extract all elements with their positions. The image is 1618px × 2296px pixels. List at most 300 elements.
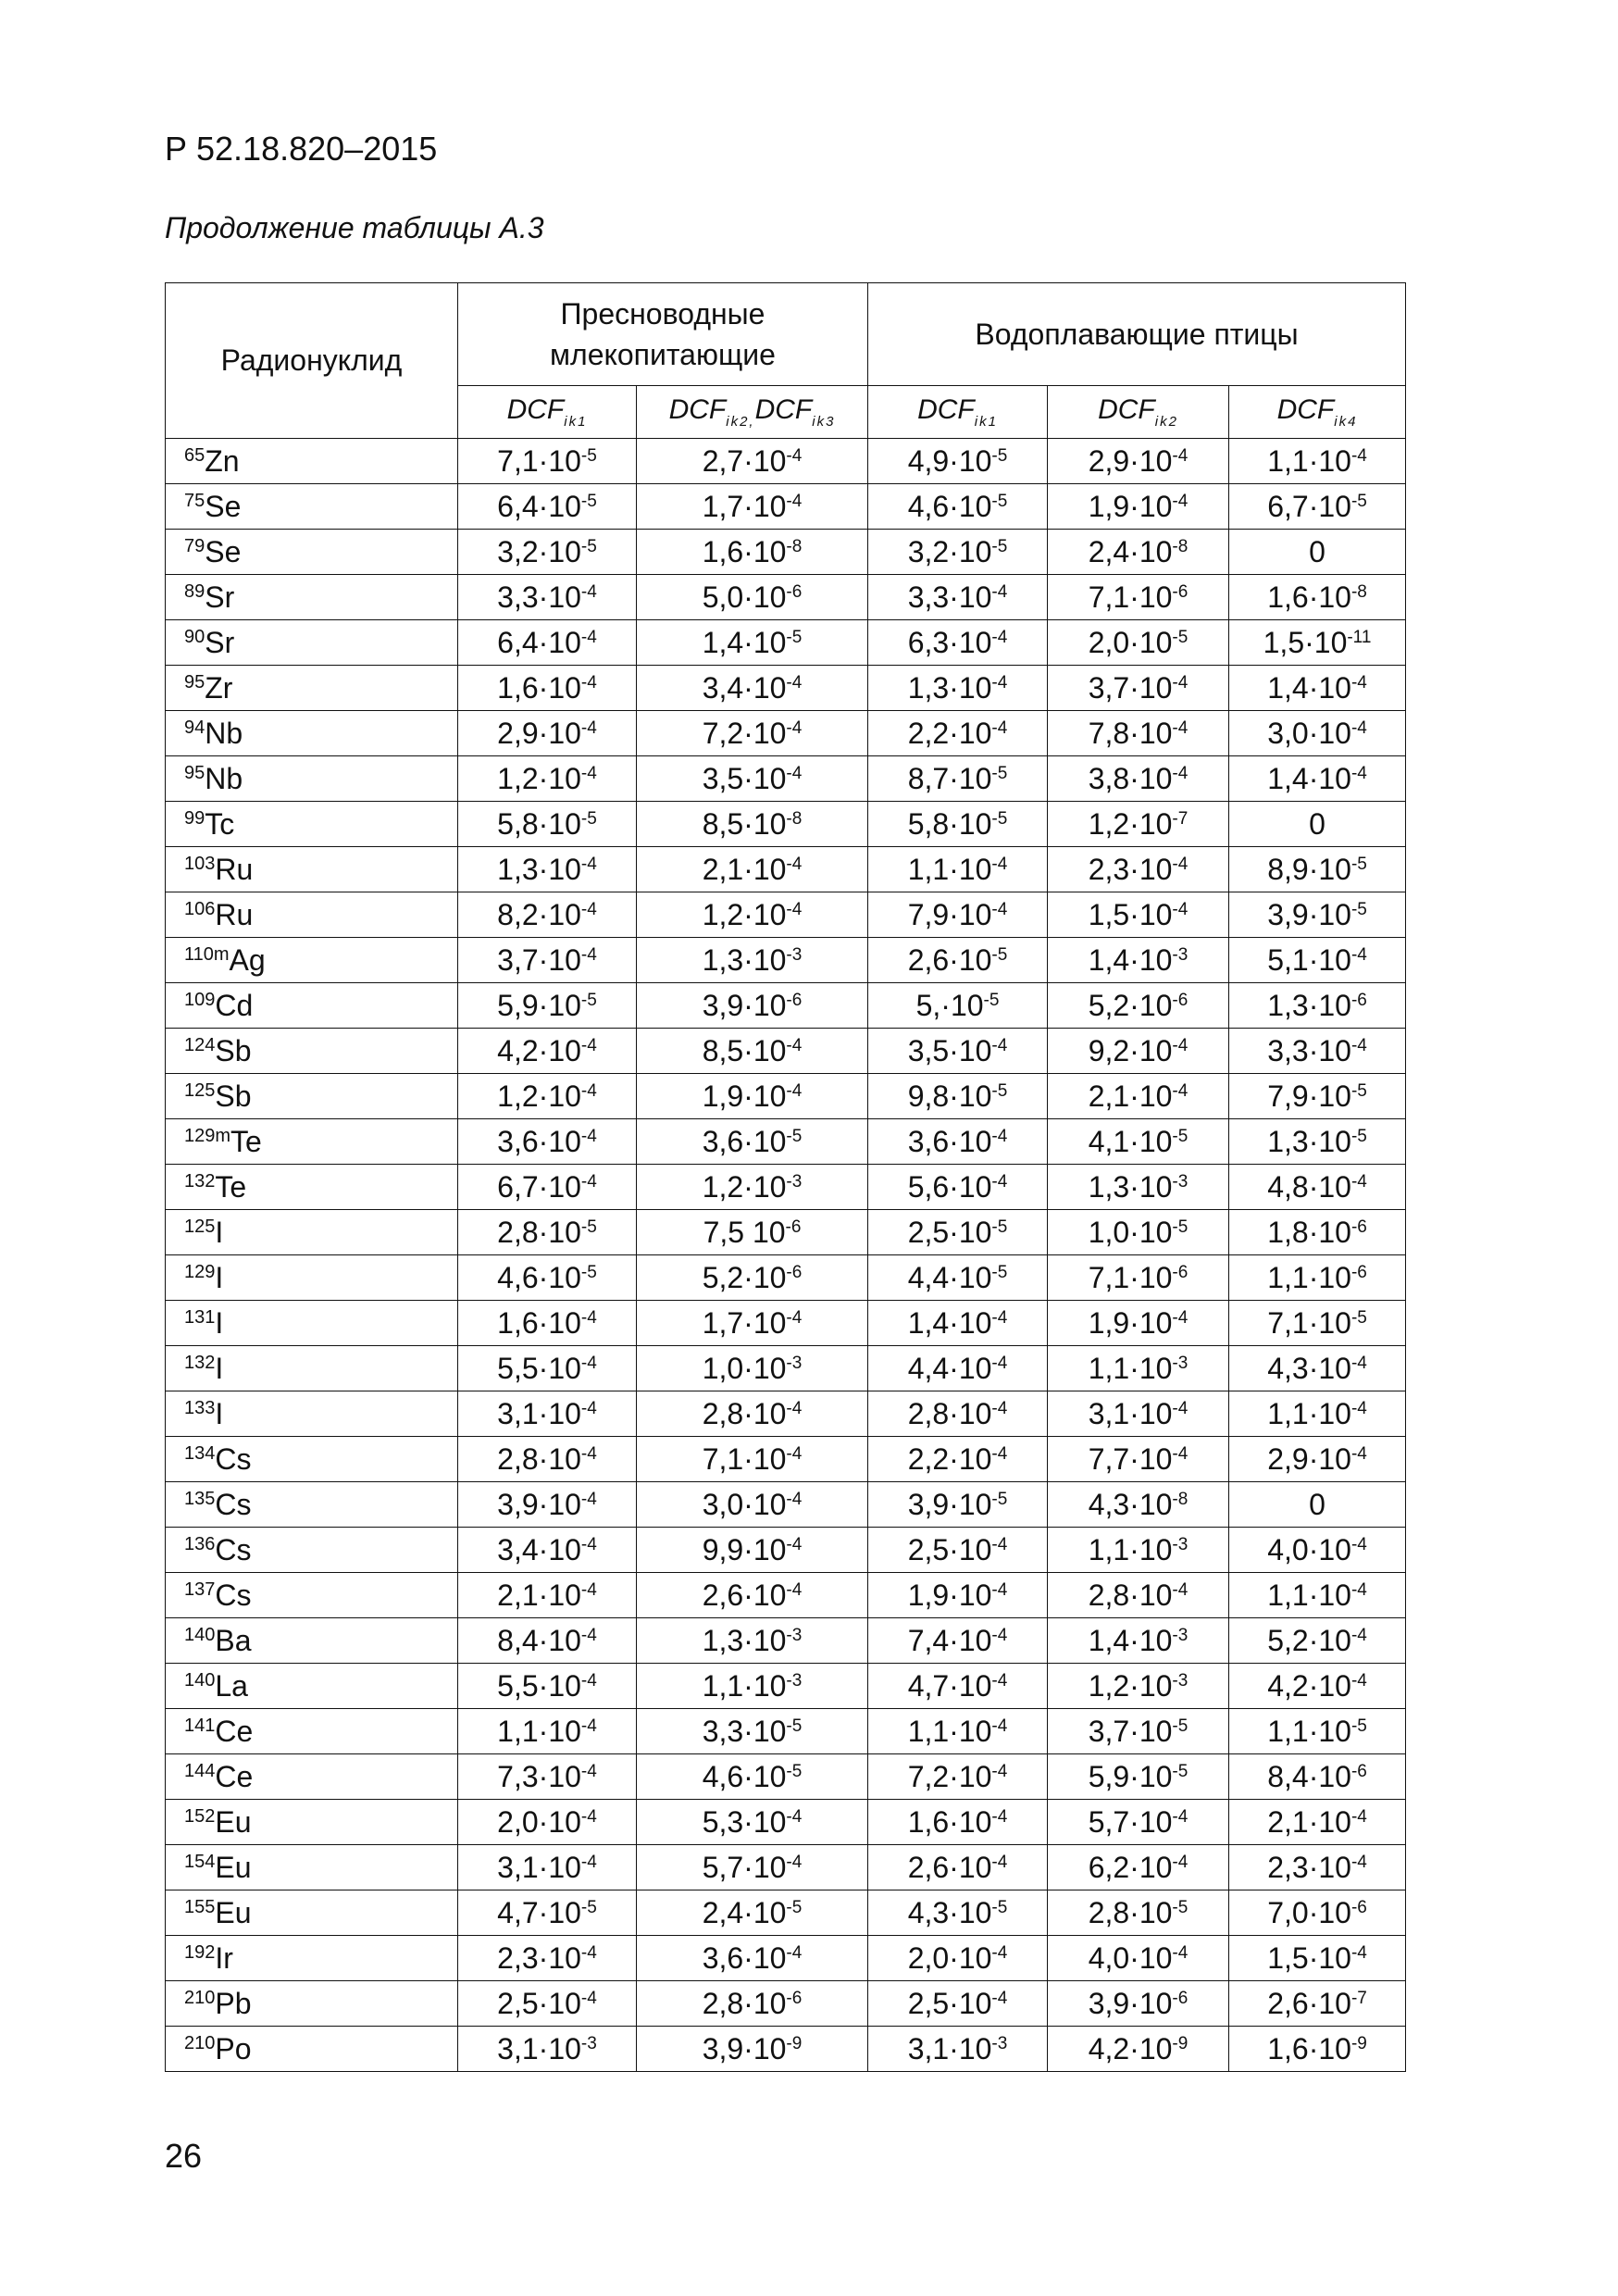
- table-row: [166, 620, 1406, 666]
- value-exponent: -4: [786, 1443, 803, 1464]
- value-mantissa: 7,7·10: [1088, 1441, 1173, 1476]
- value-exponent: -4: [786, 445, 803, 466]
- value-cell: [868, 711, 1048, 756]
- value-exponent: -4: [1350, 1625, 1367, 1645]
- radionuclide-cell: [166, 1573, 458, 1618]
- value-cell: [1229, 1754, 1406, 1800]
- value-cell: [1229, 1573, 1406, 1618]
- value-mantissa: 1,2·10: [702, 1169, 787, 1204]
- value-cell: [1048, 530, 1229, 575]
- value-exponent: -5: [580, 1897, 597, 1917]
- value-cell: [1048, 1936, 1229, 1981]
- mass-number: 99: [184, 807, 205, 829]
- value-mantissa: 1,5·10: [1267, 1940, 1351, 1975]
- value-mantissa: 2,8·10: [702, 1396, 787, 1430]
- value-mantissa: 5,2·10: [702, 1260, 787, 1294]
- table-row: [166, 1165, 1406, 1210]
- value-exponent: -4: [580, 718, 597, 738]
- element-symbol: Ce: [215, 1714, 254, 1748]
- value-exponent: -3: [580, 2033, 597, 2053]
- value-cell: [458, 1119, 637, 1165]
- header-radionuclide: Радионуклид: [166, 283, 458, 439]
- value-exponent: -4: [580, 1806, 597, 1827]
- value-cell: [1229, 756, 1406, 802]
- value-cell: [637, 938, 868, 983]
- value-mantissa: 8,4·10: [1267, 1759, 1351, 1793]
- value-mantissa: 1,9·10: [1088, 1305, 1173, 1340]
- value-cell: [868, 439, 1048, 484]
- value-exponent: -5: [580, 445, 597, 466]
- value-mantissa: 3,1·10: [497, 1396, 581, 1430]
- value-exponent: -6: [1350, 1262, 1367, 1282]
- value-exponent: -5: [580, 990, 597, 1010]
- value-mantissa: 4,0·10: [1088, 1940, 1173, 1975]
- value-exponent: -6: [1172, 1262, 1189, 1282]
- mass-number: 140: [184, 1669, 216, 1691]
- radionuclide-cell: [166, 756, 458, 802]
- value-exponent: -5: [991, 1489, 1008, 1509]
- value-cell: [458, 1255, 637, 1301]
- value-mantissa: 4,6·10: [907, 489, 992, 523]
- value-exponent: -4: [580, 1080, 597, 1101]
- value-cell: [1048, 1528, 1229, 1573]
- value-mantissa: 4,7·10: [497, 1895, 581, 1929]
- table-row: [166, 484, 1406, 530]
- table-row: [166, 983, 1406, 1029]
- value-mantissa: 2,5·10: [497, 1986, 581, 2020]
- document-code: Р 52.18.820–2015: [165, 130, 438, 168]
- value-mantissa: 8,7·10: [907, 761, 992, 795]
- value-exponent: -5: [1350, 1126, 1367, 1146]
- value-cell: [1048, 1573, 1229, 1618]
- radionuclide-cell: [166, 1754, 458, 1800]
- value-exponent: -3: [1172, 1625, 1189, 1645]
- value-mantissa: 1,3·10: [702, 1623, 787, 1657]
- table-row: [166, 530, 1406, 575]
- element-symbol: Ba: [215, 1623, 252, 1657]
- table-row: [166, 1754, 1406, 1800]
- value-cell: [458, 2027, 637, 2072]
- radionuclide-cell: [166, 1437, 458, 1482]
- element-symbol: I: [215, 1396, 224, 1430]
- value-mantissa: 3,1·10: [497, 2031, 581, 2065]
- value-exponent: -4: [991, 1171, 1008, 1192]
- mass-number: 141: [184, 1715, 216, 1736]
- element-symbol: Cs: [215, 1441, 252, 1476]
- value-exponent: -6: [1350, 1897, 1367, 1917]
- value-cell: [637, 983, 868, 1029]
- value-cell: [1048, 666, 1229, 711]
- table-caption: Продолжение таблицы А.3: [165, 211, 544, 244]
- value-exponent: -6: [1350, 1217, 1367, 1237]
- value-exponent: -5: [786, 1716, 803, 1736]
- value-exponent: -4: [580, 1443, 597, 1464]
- value-mantissa: 4,7·10: [907, 1668, 992, 1703]
- value-cell: [868, 484, 1048, 530]
- value-cell: [637, 1618, 868, 1664]
- value-exponent: -5: [1172, 627, 1189, 647]
- value-exponent: -7: [1172, 808, 1189, 829]
- value-cell: [637, 756, 868, 802]
- value-exponent: -4: [786, 1942, 803, 1963]
- mass-number: 135: [184, 1488, 216, 1509]
- value-cell: [868, 620, 1048, 666]
- value-mantissa: 2,6·10: [1267, 1986, 1351, 2020]
- value-exponent: -4: [786, 1806, 803, 1827]
- value-exponent: -4: [1172, 763, 1189, 783]
- value-cell: [868, 1119, 1048, 1165]
- value-cell: [458, 1391, 637, 1437]
- value-mantissa: 3,1·10: [907, 2031, 992, 2065]
- table-row: [166, 1936, 1406, 1981]
- element-symbol: Pb: [215, 1986, 252, 2020]
- value-cell: [1048, 2027, 1229, 2072]
- value-exponent: -4: [991, 1579, 1008, 1600]
- value-cell: [458, 1800, 637, 1845]
- value-cell: [1048, 1754, 1229, 1800]
- value-cell: [868, 1210, 1048, 1255]
- value-exponent: -4: [1350, 763, 1367, 783]
- value-mantissa: 1,1·10: [1088, 1532, 1173, 1566]
- value-mantissa: 5,2·10: [1267, 1623, 1351, 1657]
- value-exponent: -4: [991, 1307, 1008, 1328]
- value-exponent: -4: [1350, 1171, 1367, 1192]
- value-cell: [1048, 1255, 1229, 1301]
- value-mantissa: 3,2·10: [907, 534, 992, 568]
- value-exponent: -4: [786, 1035, 803, 1055]
- mass-number: 124: [184, 1034, 216, 1055]
- element-symbol: Eu: [215, 1895, 252, 1929]
- value-exponent: -4: [580, 1534, 597, 1554]
- value-exponent: -4: [786, 1534, 803, 1554]
- element-symbol: Cs: [215, 1487, 252, 1521]
- value-mantissa: 2,9·10: [1267, 1441, 1351, 1476]
- value-exponent: -5: [1172, 1716, 1189, 1736]
- value-exponent: -4: [991, 1716, 1008, 1736]
- value-exponent: -4: [786, 763, 803, 783]
- value-mantissa: 1,6·10: [1267, 2031, 1351, 2065]
- value-exponent: -8: [1172, 536, 1189, 556]
- value-exponent: -4: [991, 627, 1008, 647]
- value-cell: [868, 847, 1048, 892]
- value-mantissa: 1,5·10: [1088, 897, 1173, 931]
- value-cell: [637, 1800, 868, 1845]
- value-exponent: -7: [1350, 1988, 1367, 2008]
- value-mantissa: 2,5·10: [907, 1532, 992, 1566]
- value-cell: [1229, 1709, 1406, 1754]
- value-mantissa: 1,2·10: [702, 897, 787, 931]
- value-mantissa: 7,4·10: [907, 1623, 992, 1657]
- value-exponent: -6: [1350, 990, 1367, 1010]
- value-exponent: -3: [1172, 944, 1189, 965]
- element-symbol: Nb: [205, 716, 243, 750]
- value-mantissa: 7,2·10: [702, 716, 787, 750]
- value-mantissa: 1,4·10: [702, 625, 787, 659]
- value-exponent: -5: [1350, 899, 1367, 919]
- value-cell: [868, 1936, 1048, 1981]
- mass-number: 131: [184, 1306, 216, 1328]
- value-cell: [458, 530, 637, 575]
- value-cell: [1048, 1210, 1229, 1255]
- value-mantissa: 1,0·10: [702, 1351, 787, 1385]
- value-exponent: -4: [1350, 672, 1367, 693]
- value-cell: [1048, 1482, 1229, 1528]
- value-mantissa: 6,3·10: [907, 625, 992, 659]
- value-cell: [1048, 1074, 1229, 1119]
- value-cell: [637, 892, 868, 938]
- value-mantissa: 7,9·10: [907, 897, 992, 931]
- value-exponent: -4: [580, 763, 597, 783]
- value-cell: [1229, 666, 1406, 711]
- value-exponent: -5: [1172, 1217, 1189, 1237]
- value-cell: [1229, 711, 1406, 756]
- value-exponent: -4: [991, 899, 1008, 919]
- value-mantissa: 1,3·10: [702, 942, 787, 977]
- value-cell: [1229, 2027, 1406, 2072]
- value-cell: [868, 756, 1048, 802]
- table-row: [166, 711, 1406, 756]
- radionuclide-cell: [166, 1845, 458, 1890]
- element-symbol: Eu: [215, 1804, 252, 1839]
- value-cell: [1048, 711, 1229, 756]
- value-mantissa: 1,6·10: [497, 1305, 581, 1340]
- value-cell: [458, 1618, 637, 1664]
- value-cell: [458, 1664, 637, 1709]
- value-exponent: -5: [1172, 1126, 1189, 1146]
- value-exponent: -4: [786, 672, 803, 693]
- subheader-birds-dcf4: [1229, 386, 1406, 439]
- value-mantissa: 9,2·10: [1088, 1033, 1173, 1067]
- value-exponent: -5: [1350, 1307, 1367, 1328]
- value-exponent: -5: [580, 536, 597, 556]
- element-symbol: Sr: [205, 625, 235, 659]
- value-exponent: -4: [580, 899, 597, 919]
- value-mantissa: 8,5·10: [702, 1033, 787, 1067]
- value-exponent: -4: [580, 1307, 597, 1328]
- value-exponent: -4: [786, 1579, 803, 1600]
- value-exponent: -4: [991, 718, 1008, 738]
- value-mantissa: 1,1·10: [1267, 1578, 1351, 1612]
- radionuclide-cell: [166, 1074, 458, 1119]
- value-exponent: -4: [1350, 1942, 1367, 1963]
- value-cell: [637, 1210, 868, 1255]
- value-exponent: -6: [786, 581, 803, 602]
- mass-number: 140: [184, 1624, 216, 1645]
- value-exponent: -4: [786, 1398, 803, 1418]
- value-cell: [1229, 1391, 1406, 1437]
- dcf-label: $DCF_{ik1}$: [506, 394, 588, 430]
- table-row: [166, 1301, 1406, 1346]
- value-mantissa: 4,2·10: [1088, 2031, 1173, 2065]
- value-cell: [1229, 1165, 1406, 1210]
- value-mantissa: 3,3·10: [907, 580, 992, 614]
- value-cell: [637, 1301, 868, 1346]
- mass-number: 155: [184, 1896, 216, 1917]
- value-cell: [868, 802, 1048, 847]
- mass-number: 109: [184, 989, 216, 1010]
- value-cell: [458, 1074, 637, 1119]
- value-mantissa: 5,9·10: [1088, 1759, 1173, 1793]
- value-cell: [868, 892, 1048, 938]
- value-mantissa: 5,7·10: [1088, 1804, 1173, 1839]
- value-exponent: -4: [991, 1126, 1008, 1146]
- value-mantissa: 4,3·10: [907, 1895, 992, 1929]
- value-exponent: -5: [991, 944, 1008, 965]
- value-mantissa: 1,4·10: [1267, 670, 1351, 705]
- value-mantissa: 1,5·10: [1263, 625, 1348, 659]
- value-exponent: -9: [1350, 2033, 1367, 2053]
- value-mantissa: 1,7·10: [702, 489, 787, 523]
- radionuclide-cell: [166, 620, 458, 666]
- value-cell: [1048, 1391, 1229, 1437]
- value-exponent: -4: [580, 1398, 597, 1418]
- value-mantissa: 2,4·10: [702, 1895, 787, 1929]
- value-cell: [868, 1845, 1048, 1890]
- value-cell: [458, 1346, 637, 1391]
- value-mantissa: 7,5 10: [703, 1215, 786, 1249]
- value-mantissa: 1,6·10: [702, 534, 787, 568]
- value-cell: [637, 1165, 868, 1210]
- value-exponent: -5: [991, 763, 1008, 783]
- value-cell: [868, 1664, 1048, 1709]
- radionuclide-cell: [166, 802, 458, 847]
- radionuclide-cell: [166, 1709, 458, 1754]
- value-mantissa: 1,9·10: [702, 1079, 787, 1113]
- value-exponent: -9: [786, 2033, 803, 2053]
- value-exponent: -5: [786, 1897, 803, 1917]
- value-mantissa: 8,5·10: [702, 806, 787, 841]
- value-exponent: -4: [1350, 1443, 1367, 1464]
- value-exponent: -6: [1172, 1988, 1189, 2008]
- value-exponent: -6: [1172, 581, 1189, 602]
- mass-number: 137: [184, 1578, 216, 1600]
- table-row: [166, 1074, 1406, 1119]
- value-cell: [637, 1437, 868, 1482]
- mass-number: 125: [184, 1216, 216, 1237]
- radionuclide-cell: [166, 892, 458, 938]
- value-exponent: -4: [1350, 718, 1367, 738]
- value-mantissa: 5,6·10: [907, 1169, 992, 1204]
- value-exponent: -4: [991, 1353, 1008, 1373]
- table-row: [166, 1800, 1406, 1845]
- value-exponent: -4: [1350, 944, 1367, 965]
- dose-coefficient-table: [165, 282, 1406, 2072]
- value-cell: [458, 439, 637, 484]
- element-symbol: Te: [215, 1169, 247, 1204]
- value-mantissa: 6,7·10: [497, 1169, 581, 1204]
- value-mantissa: 7,2·10: [907, 1759, 992, 1793]
- value-exponent: -4: [991, 672, 1008, 693]
- radionuclide-cell: [166, 1301, 458, 1346]
- value-exponent: -4: [580, 672, 597, 693]
- subheader-mammals-dcf1: [458, 386, 637, 439]
- value-exponent: -4: [991, 1852, 1008, 1872]
- value-mantissa: 5,2·10: [1088, 988, 1173, 1022]
- value-mantissa: 3,7·10: [1088, 1714, 1173, 1748]
- value-cell: [458, 1936, 637, 1981]
- value-mantissa: 3,9·10: [702, 2031, 787, 2065]
- value-mantissa: 3,6·10: [702, 1940, 787, 1975]
- value-mantissa: 2,3·10: [1267, 1850, 1351, 1884]
- value-cell: [1229, 1119, 1406, 1165]
- value-cell: [868, 1482, 1048, 1528]
- value-cell: [868, 1618, 1048, 1664]
- value-mantissa: 2,3·10: [1088, 852, 1173, 886]
- value-exponent: -4: [580, 1625, 597, 1645]
- mass-number: 110m: [184, 943, 230, 965]
- element-symbol: Sb: [215, 1033, 252, 1067]
- value-exponent: -4: [580, 627, 597, 647]
- value-mantissa: 2,7·10: [702, 443, 787, 478]
- value-cell: [868, 1800, 1048, 1845]
- mass-number: 94: [184, 717, 205, 738]
- value-cell: [868, 1437, 1048, 1482]
- value-cell: [868, 2027, 1048, 2072]
- value-cell: [637, 1573, 868, 1618]
- value-exponent: -3: [786, 944, 803, 965]
- value-exponent: -4: [1172, 1443, 1189, 1464]
- value-cell: [868, 1890, 1048, 1936]
- value-exponent: -4: [991, 854, 1008, 874]
- value-exponent: -4: [991, 1806, 1008, 1827]
- value-exponent: -4: [580, 581, 597, 602]
- value-exponent: -4: [1350, 1579, 1367, 1600]
- value-cell: [637, 620, 868, 666]
- value-cell: [637, 530, 868, 575]
- mass-number: 103: [184, 853, 216, 874]
- value-mantissa: 1,8·10: [1267, 1215, 1351, 1249]
- value-cell: [1229, 1301, 1406, 1346]
- element-symbol: Sr: [205, 580, 235, 614]
- value-mantissa: 3,0·10: [1267, 716, 1351, 750]
- value-exponent: -5: [786, 627, 803, 647]
- value-exponent: -4: [991, 1398, 1008, 1418]
- value-exponent: -6: [1350, 1761, 1367, 1781]
- value-mantissa: 4,6·10: [497, 1260, 581, 1294]
- value-cell: [868, 1165, 1048, 1210]
- value-cell: [637, 575, 868, 620]
- mass-number: 106: [184, 898, 216, 919]
- mass-number: 133: [184, 1397, 216, 1418]
- value-mantissa: 0: [1309, 534, 1326, 568]
- value-cell: [458, 1754, 637, 1800]
- mass-number: 79: [184, 535, 205, 556]
- value-mantissa: 1,4·10: [1088, 942, 1173, 977]
- element-symbol: I: [215, 1260, 224, 1294]
- radionuclide-cell: [166, 1119, 458, 1165]
- value-mantissa: 1,2·10: [497, 761, 581, 795]
- element-symbol: Se: [205, 534, 242, 568]
- value-cell: [458, 1437, 637, 1482]
- table-row: [166, 575, 1406, 620]
- radionuclide-cell: [166, 1210, 458, 1255]
- radionuclide-cell: [166, 1936, 458, 1981]
- value-mantissa: 4,4·10: [907, 1351, 992, 1385]
- value-mantissa: 0: [1309, 806, 1326, 841]
- value-cell: [637, 1346, 868, 1391]
- value-mantissa: 3,6·10: [497, 1124, 581, 1158]
- value-mantissa: 7,9·10: [1267, 1079, 1351, 1113]
- value-mantissa: 5,8·10: [497, 806, 581, 841]
- value-exponent: -5: [991, 445, 1008, 466]
- value-mantissa: 2,1·10: [702, 852, 787, 886]
- value-exponent: -5: [580, 1217, 597, 1237]
- value-cell: [458, 1528, 637, 1573]
- value-cell: [1048, 1709, 1229, 1754]
- value-mantissa: 1,1·10: [497, 1714, 581, 1748]
- value-mantissa: 2,4·10: [1088, 534, 1173, 568]
- mass-number: 144: [184, 1760, 216, 1781]
